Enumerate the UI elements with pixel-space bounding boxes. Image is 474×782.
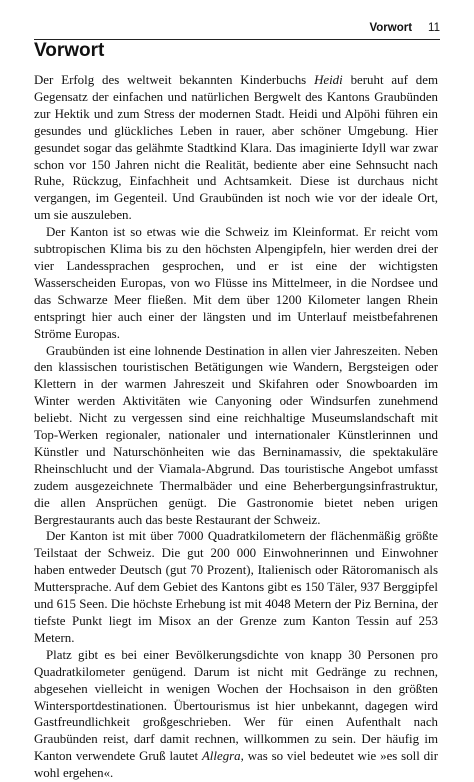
- paragraph-text: Der Kanton ist mit über 7000 Quadratkilometern der flächenmäßig größte Teilstaat der Schweiz. Die gut 200 000 Einwohnerinnen und Einwohner haben entweder Deutsch (gut 70 Prozent), Italienisch oder Rätoromanisch als Muttersprache. Auf dem Gebiet des Kantons gibt es 150 Täler, 937 Berggipfel und 615 Seen. Die höchste Erhebung ist mit 4048 Metern der Piz Bernina, der tiefste Punkt liegt im Misox an der Grenze zum Kanton Tessin auf 253 Metern.: [34, 529, 438, 645]
- paragraph-text: Der Kanton ist so etwas wie die Schweiz im Kleinformat. Er reicht vom subtropischen Klima bis zu den höchsten Alpengipfeln, hier werden drei der vier Landessprachen gesprochen, und er ist eine der wichtigsten Wasserscheiden Europas, von wo Flüsse ins Mittelmeer, in die Nordsee und das Schwarze Meer fließen. Mit dem über 1200 Kilometer langen Rhein entspringt hier auch einer der längsten und im Unterlauf meistbefahrenen Ströme Europas.: [34, 225, 438, 341]
- paragraph: [34, 72, 438, 224]
- body-text: [34, 72, 438, 782]
- paragraph-text: Platz gibt es bei einer Bevölkerungsdichte von knapp 30 Personen pro Quadratkilometer genügend. Darum ist nicht mit Gedränge zu rechnen, abgesehen vielleicht in wenigen Wochen der Hochsaison in den größten Wintersportdestinationen. Übertourismus ist hier unbekannt, dagegen wird Gastfreundlichkeit großgeschrieben. Wer für einen Aufenthalt nach Graubünden reist, darf damit rechnen, willkommen zu sein. Der häufig im Kanton verwendete Gruß lautet: [34, 647, 438, 764]
- paragraph-text: was so viel bedeutet wie »es soll dir wohl ergehen«.: [34, 749, 438, 781]
- paragraph: [34, 343, 438, 529]
- running-head-section: Vorwort: [369, 22, 413, 34]
- paragraph: [34, 224, 438, 342]
- italic-text: Heidi: [314, 73, 343, 87]
- italic-text: Allegra,: [201, 749, 244, 764]
- paragraph: [34, 528, 438, 646]
- paragraph-text: Graubünden ist eine lohnende Destination in allen vier Jahreszeiten. Neben den klassischen touristischen Betätigungen wie Wandern, Bergsteigen oder Klettern in der warmen Jahreszeit und Skifahren oder Snowboarden im Winter werden Aktivitäten wie Canyoning oder Windsurfen zunehmend beliebt. Nicht zu vergessen sind eine reichhaltige Museumslandschaft mit Top-Werken regionaler, nationaler und internationaler Künstlerinnen und Künstler und Naturschönheiten wie das Berninamassiv, die spektakuläre Rheinschlucht und der Viamala-Abgrund. Das touristische Angebot umfasst zudem ausgezeichnete Thermalbäder und eine Beherbergungsinfrastruktur, die allen Ansprüchen genügt. Die Gastronomie bietet neben urigen Bergrestaurants auch das beste Restaurant der Schweiz.: [34, 343, 438, 527]
- chapter-title: Vorwort: [34, 40, 105, 61]
- paragraph-text: beruht auf dem Gegensatz der einfachen und natürlichen Bergwelt des Kantons Graubünden zur Hektik und zum Stress der modernen Stadt. Heidi und Alpöhi führen ein gesundes und glückliches Leben in rauer, aber schöner Umgebung. Hier gesundet sogar das gelähmte Stadtkind Klara. Das imaginierte Idyll war zwar schon vor 150 Jahren nicht die Realität, bediente aber eine Sehnsucht nach Ruhe, Rückzug, Einfachheit und Achtsamkeit. Diese ist durchaus nicht vergangen, im Gegenteil. Und Graubünden ist noch wie vor der ideale Ort, um sie auszuleben.: [34, 73, 438, 223]
- paragraph: [34, 647, 438, 782]
- page-number: 11: [428, 22, 440, 34]
- paragraph-text: Der Erfolg des weltweit bekannten Kinderbuchs: [34, 73, 315, 87]
- running-head: [34, 17, 440, 40]
